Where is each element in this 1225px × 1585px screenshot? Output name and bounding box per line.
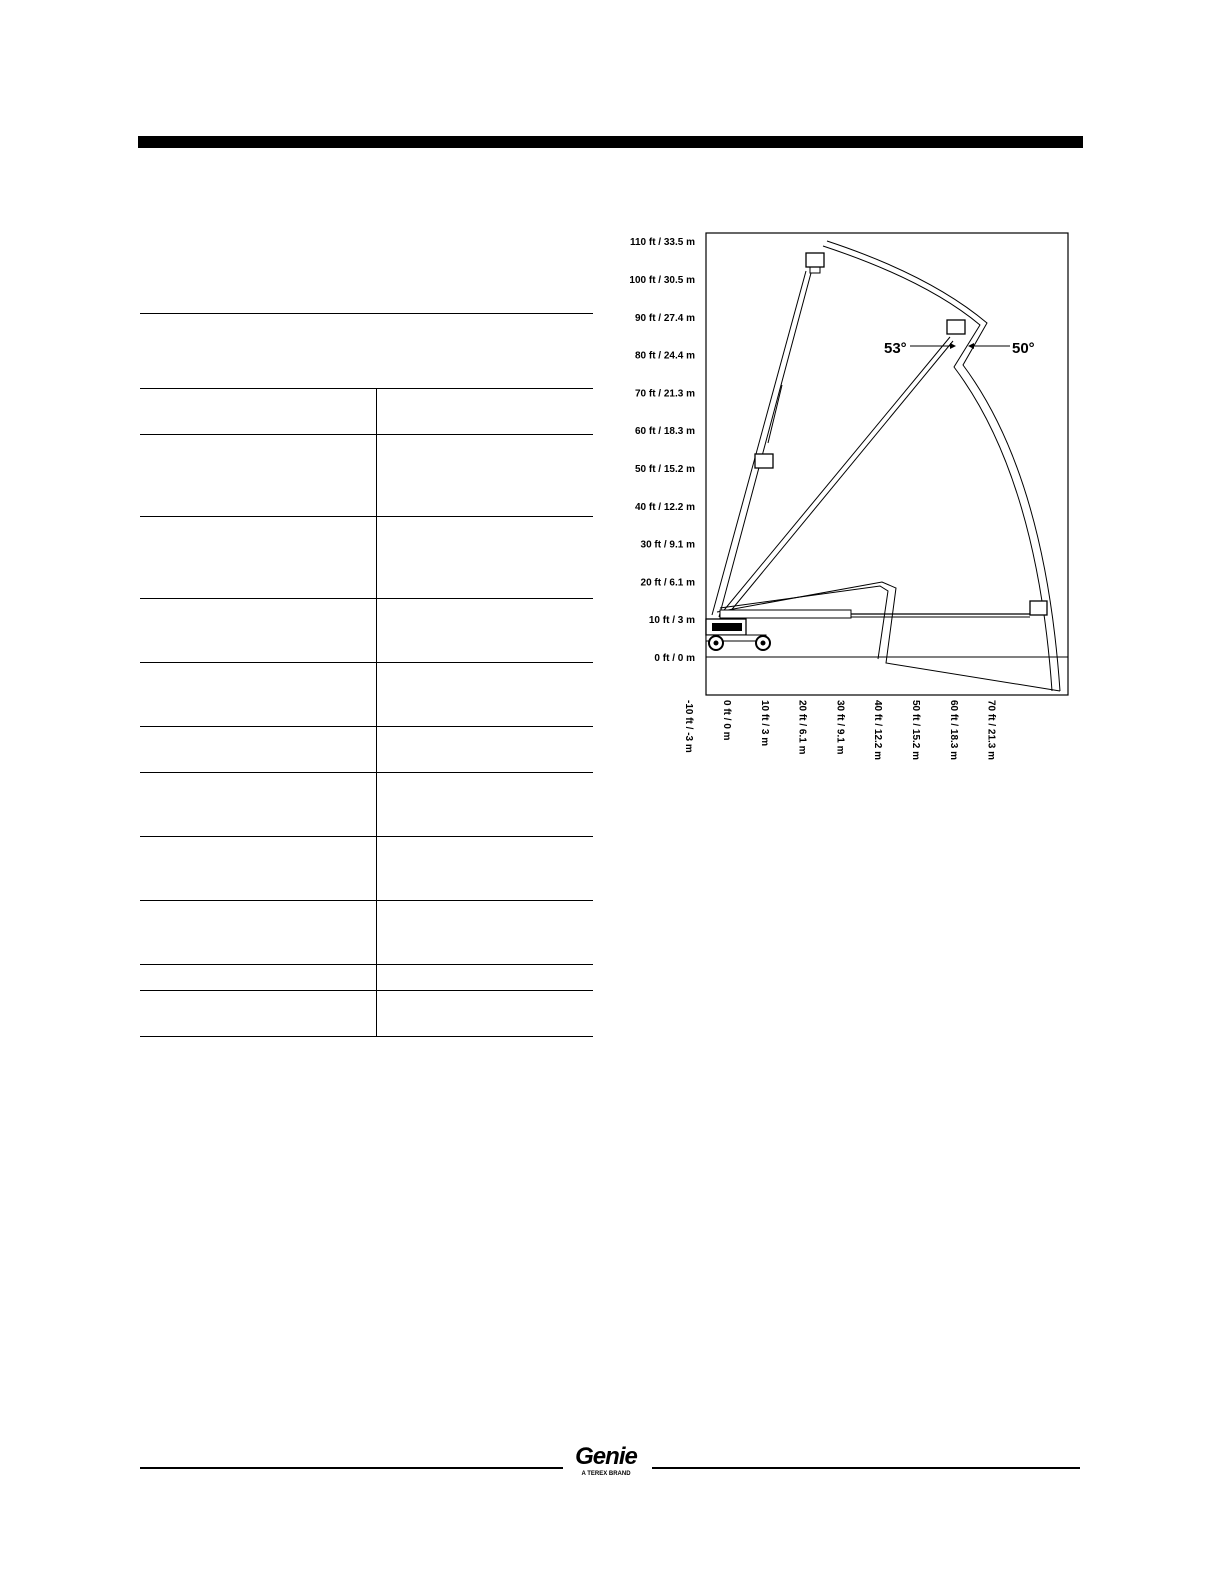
table-row — [140, 901, 593, 965]
angle-label-left: 53° — [884, 340, 907, 357]
x-axis-labels — [683, 700, 996, 760]
x-tick-label: 70 ft / 21.3 m — [985, 700, 997, 761]
y-tick-label: 90 ft / 27.4 m — [634, 312, 695, 324]
working-envelope-outer — [827, 241, 1060, 691]
platform-basket — [947, 320, 965, 334]
platform-basket — [806, 253, 824, 267]
x-tick-label: -10 ft / -3 m — [683, 700, 695, 753]
lower-envelope-outer — [717, 582, 1060, 691]
header-bar — [138, 136, 1083, 148]
footer-line-left — [140, 1467, 563, 1469]
table-row — [140, 965, 593, 991]
angle-indicator — [884, 340, 1035, 357]
angle-label-right: 50° — [1012, 340, 1035, 357]
table-row — [140, 663, 593, 727]
specifications-table — [140, 388, 593, 1037]
platform-basket — [755, 454, 773, 468]
y-tick-label: 70 ft / 21.3 m — [634, 388, 695, 400]
x-tick-label: 50 ft / 15.2 m — [910, 700, 921, 761]
x-tick-label: 60 ft / 18.3 m — [947, 700, 959, 761]
y-tick-label: 0 ft / 0 m — [654, 653, 695, 664]
working-range-diagram — [620, 225, 1070, 770]
table-row — [140, 991, 593, 1037]
boom-mid — [720, 337, 953, 619]
y-tick-label: 20 ft / 6.1 m — [640, 577, 695, 589]
y-tick-label: 40 ft / 12.2 m — [634, 501, 695, 513]
logo-tagline: A TEREX BRAND — [581, 1471, 631, 1477]
y-tick-label: 100 ft / 30.5 m — [629, 275, 695, 286]
table-row — [140, 389, 593, 435]
table-row — [140, 435, 593, 517]
boom-horizontal — [720, 610, 1030, 618]
table-row — [140, 727, 593, 773]
y-tick-label: 10 ft / 3 m — [648, 615, 695, 627]
y-tick-label: 60 ft / 18.3 m — [634, 426, 695, 438]
genie-logo — [562, 1443, 650, 1483]
x-tick-label: 10 ft / 3 m — [758, 700, 770, 747]
y-tick-label: 30 ft / 9.1 m — [640, 539, 695, 551]
footer-line-right — [652, 1467, 1080, 1469]
x-tick-label: 20 ft / 6.1 m — [796, 700, 808, 755]
section-divider — [140, 313, 593, 314]
x-tick-label: 30 ft / 9.1 m — [834, 700, 846, 755]
machine-chassis — [706, 619, 770, 650]
platform-rotator — [810, 267, 820, 273]
platform-basket — [1030, 601, 1047, 615]
x-tick-label: 40 ft / 12.2 m — [872, 700, 884, 761]
y-tick-label: 80 ft / 24.4 m — [634, 350, 695, 362]
y-tick-label: 110 ft / 33.5 m — [629, 237, 695, 249]
y-tick-label: 50 ft / 15.2 m — [634, 464, 695, 475]
table-row — [140, 837, 593, 901]
y-axis-labels — [629, 237, 695, 664]
table-row — [140, 599, 593, 663]
logo-wordmark: Genie — [575, 1443, 637, 1470]
table-row — [140, 773, 593, 837]
table-row — [140, 517, 593, 599]
x-tick-label: 0 ft / 0 m — [721, 700, 732, 741]
